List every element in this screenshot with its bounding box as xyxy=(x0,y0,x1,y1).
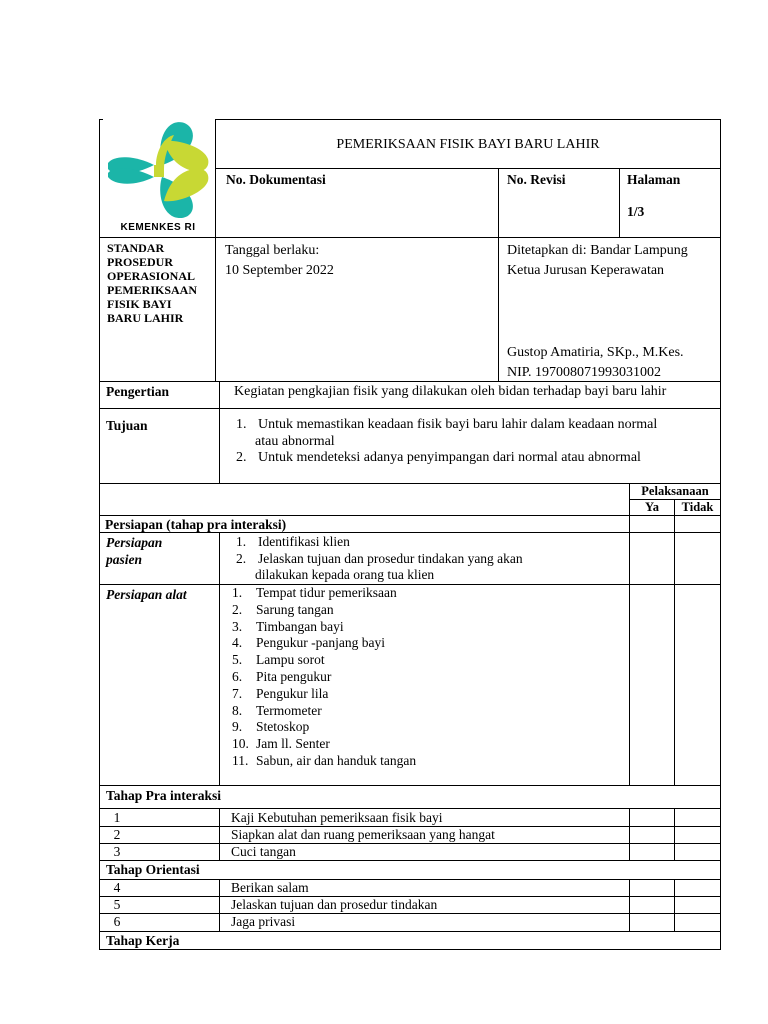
list-item-continued xyxy=(236,434,657,451)
step-number: 1 xyxy=(113,810,121,825)
kerja-label: Tahap Kerja xyxy=(106,933,180,948)
halaman-value: 1/3 xyxy=(627,204,645,219)
list-item xyxy=(232,619,416,636)
tanggal-berlaku-value: 10 September 2022 xyxy=(225,263,334,278)
label-line: Persiapan xyxy=(106,535,163,550)
list-number: 7. xyxy=(232,685,243,701)
list-item xyxy=(236,551,523,568)
list-number: 4. xyxy=(232,635,243,651)
signer-nip: NIP. 197008071993031002 xyxy=(507,365,662,380)
list-number: 2. xyxy=(236,550,247,566)
list-number: 2. xyxy=(232,601,243,617)
list-text: Untuk memastikan keadaan fisik bayi baru lahir dalam keadaan normal xyxy=(258,417,658,432)
list-text: Jelaskan tujuan dan prosedur tindakan yang akan xyxy=(258,550,523,566)
list-item xyxy=(232,686,416,703)
list-text: Identifikasi klien xyxy=(258,534,350,549)
list-text: Pengukur -panjang bayi xyxy=(256,635,385,651)
step-number: 6 xyxy=(113,914,121,929)
list-text: Pengukur lila xyxy=(256,685,329,701)
signer-name: Gustop Amatiria, SKp., M.Kes. xyxy=(507,345,684,360)
list-number: 1. xyxy=(236,417,247,432)
list-item xyxy=(232,736,416,753)
list-number: 8. xyxy=(232,702,243,718)
pelaksanaan-label: Pelaksanaan xyxy=(641,484,709,498)
list-item xyxy=(232,585,416,602)
persiapan-pasien-label xyxy=(106,534,162,568)
step-number: 4 xyxy=(113,880,121,895)
step-number: 2 xyxy=(113,827,121,842)
halaman-label: Halaman xyxy=(627,172,681,187)
document-title: PEMERIKSAAN FISIK BAYI BARU LAHIR xyxy=(336,137,600,152)
pra-interaksi-label: Tahap Pra interaksi xyxy=(106,788,222,803)
step-text: Siapkan alat dan ruang pemeriksaan yang hangat xyxy=(231,827,495,842)
list-number: 3. xyxy=(232,618,243,634)
list-text: Tempat tidur pemeriksaan xyxy=(256,585,397,600)
sop-line: OPERASIONAL xyxy=(107,269,196,283)
tujuan-label: Tujuan xyxy=(106,418,148,433)
list-item xyxy=(232,635,416,652)
step-text: Kaji Kebutuhan pemeriksaan fisik bayi xyxy=(231,810,443,825)
list-number: 10. xyxy=(232,736,249,752)
kemenkes-logo xyxy=(104,121,212,235)
ditetapkan-text: Ditetapkan di: Bandar Lampung xyxy=(507,243,688,258)
sop-line: STANDAR xyxy=(107,241,165,255)
sop-line: PEMERIKSAAN xyxy=(107,283,198,297)
persiapan-alat-label: Persiapan alat xyxy=(106,587,187,602)
list-item xyxy=(232,719,416,736)
list-item xyxy=(236,417,657,434)
sop-title xyxy=(107,241,197,325)
list-item xyxy=(232,753,416,770)
list-number: 1. xyxy=(236,534,247,549)
list-item-continued xyxy=(236,567,523,584)
step-text: Cuci tangan xyxy=(231,844,296,859)
list-item xyxy=(232,703,416,720)
list-item xyxy=(232,652,416,669)
list-text: Termometer xyxy=(256,702,322,718)
sop-line: PROSEDUR xyxy=(107,255,174,269)
list-number: 6. xyxy=(232,668,243,684)
tanggal-berlaku-label: Tanggal berlaku: xyxy=(225,243,320,258)
orientasi-label: Tahap Orientasi xyxy=(106,862,200,877)
list-text: Jam ll. Senter xyxy=(256,736,330,752)
pengertian-text: Kegiatan pengkajian fisik yang dilakukan oleh bidan terhadap bayi baru lahir xyxy=(234,384,667,399)
step-text: Jaga privasi xyxy=(231,914,296,929)
persiapan-alat-list xyxy=(232,585,416,770)
kemenkes-emblem-icon xyxy=(104,121,212,221)
list-number: 1. xyxy=(232,585,243,600)
pengertian-label: Pengertian xyxy=(106,384,169,399)
no-revisi-label: No. Revisi xyxy=(507,172,566,187)
list-item xyxy=(236,450,657,467)
persiapan-section-label: Persiapan (tahap pra interaksi) xyxy=(105,517,287,532)
list-text: Sabun, air dan handuk tangan xyxy=(256,752,417,768)
ya-label: Ya xyxy=(645,500,659,514)
no-dokumentasi-label: No. Dokumentasi xyxy=(226,172,326,187)
list-text: atau abnormal xyxy=(255,433,335,449)
list-text: Stetoskop xyxy=(256,719,310,735)
list-text: Lampu sorot xyxy=(256,652,325,668)
sop-line: BARU LAHIR xyxy=(107,311,184,325)
label-line: pasien xyxy=(106,552,143,567)
list-item xyxy=(232,669,416,686)
list-number: 2. xyxy=(236,450,247,465)
step-number: 3 xyxy=(113,844,121,859)
list-text: Pita pengukur xyxy=(256,668,332,684)
step-text: Berikan salam xyxy=(231,880,309,895)
persiapan-pasien-list xyxy=(236,534,523,584)
ketua-text: Ketua Jurusan Keperawatan xyxy=(507,263,665,278)
list-number: 11. xyxy=(232,752,249,768)
step-number: 5 xyxy=(113,897,121,912)
step-text: Jelaskan tujuan dan prosedur tindakan xyxy=(231,897,438,912)
list-text: dilakukan kepada orang tua klien xyxy=(255,567,435,582)
list-item xyxy=(236,534,523,551)
tidak-label: Tidak xyxy=(681,500,714,514)
list-text: Sarung tangan xyxy=(256,601,334,617)
sop-line: FISIK BAYI xyxy=(107,297,172,311)
list-text: Timbangan bayi xyxy=(256,618,344,634)
logo-text: KEMENKES RI xyxy=(120,222,196,233)
list-number: 9. xyxy=(232,719,243,735)
tujuan-list xyxy=(236,417,657,467)
list-text: Untuk mendeteksi adanya penyimpangan dari normal atau abnormal xyxy=(258,450,641,465)
list-item xyxy=(232,602,416,619)
list-number: 5. xyxy=(232,652,243,668)
